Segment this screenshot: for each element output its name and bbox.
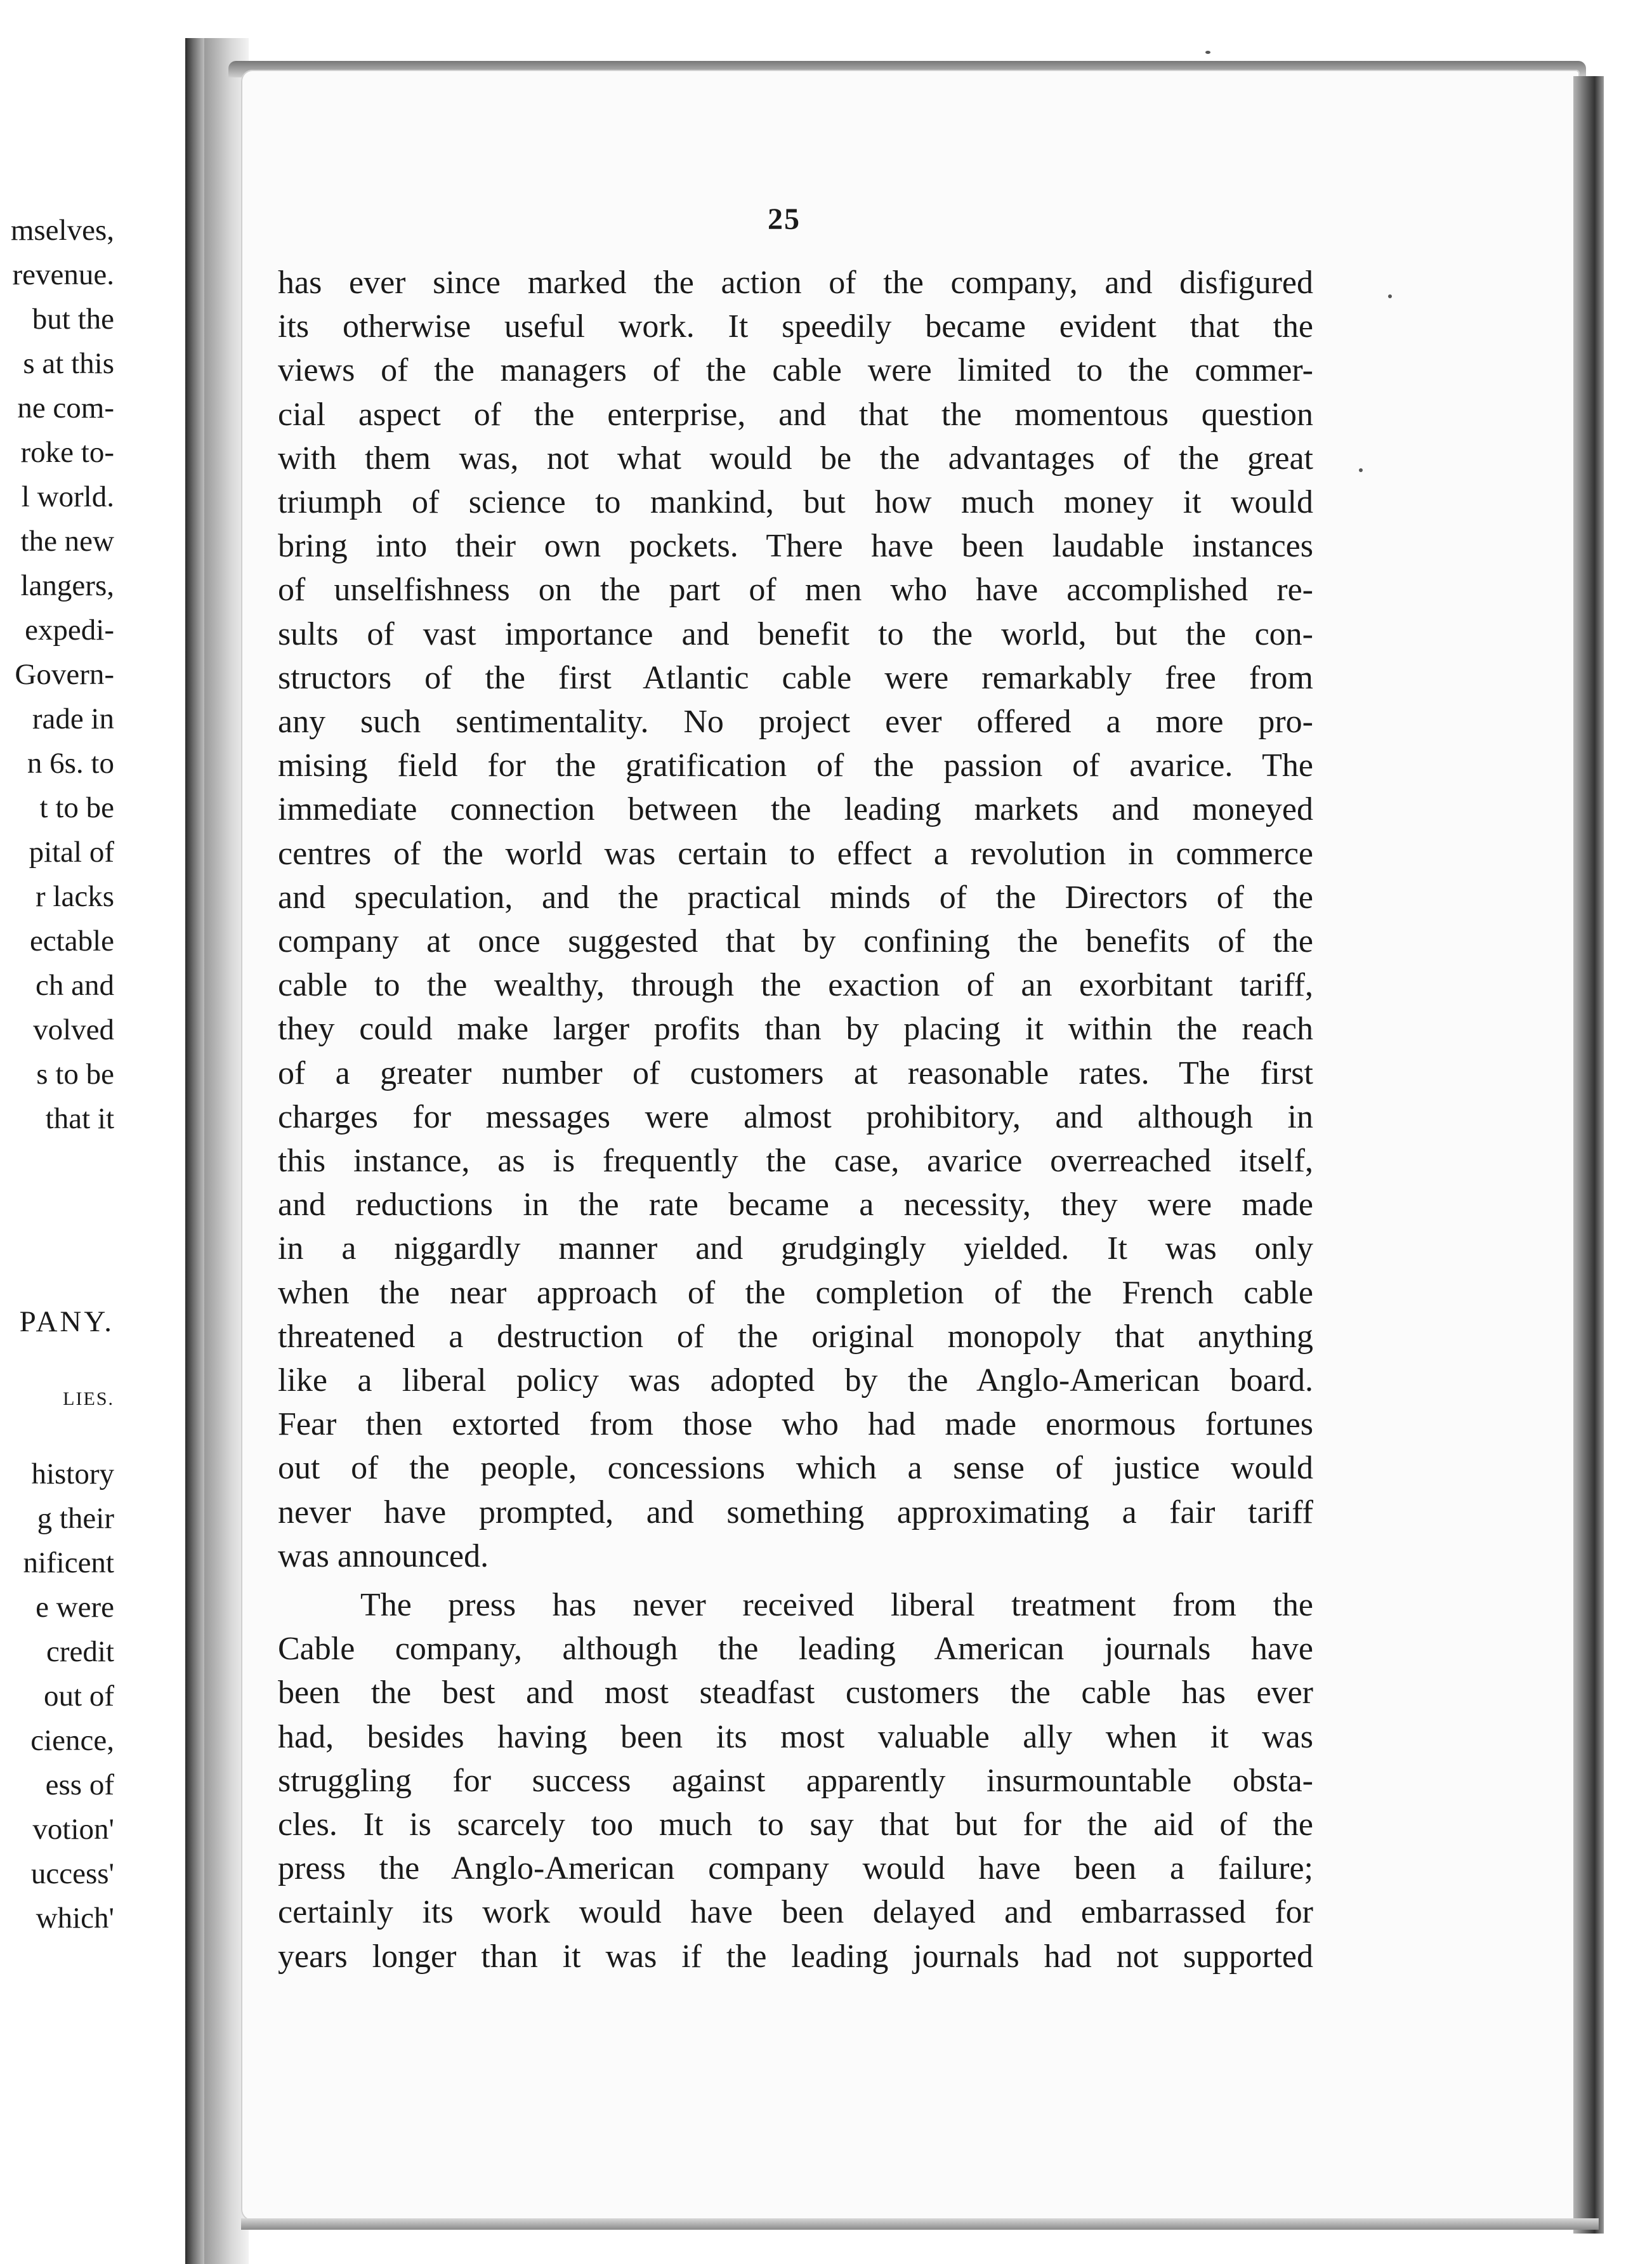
left-page-fragment: expedi- — [25, 614, 114, 647]
left-page-fragment: e were — [36, 1591, 114, 1624]
text-line: certainly its work would have been delayed and embarrassed for — [278, 1894, 1313, 1930]
text-line: The press has never received liberal treatment from the — [360, 1587, 1313, 1623]
left-page-fragment: s at this — [23, 347, 114, 380]
text-line: triumph of science to mankind, but how much money it would — [278, 484, 1313, 520]
left-page-fragment: credit — [46, 1635, 114, 1668]
left-page-fragment: ch and — [36, 969, 114, 1002]
text-line: of a greater number of customers at reasonable rates. The first — [278, 1055, 1313, 1091]
left-page-fragment: l world. — [21, 480, 114, 513]
left-page-fragment: mselves, — [10, 214, 114, 247]
left-page-fragment: pital of — [29, 836, 114, 869]
text-line: threatened a destruction of the original monopoly that anything — [278, 1319, 1313, 1355]
left-page-fragment: ess of — [45, 1768, 114, 1801]
text-line: they could make larger profits than by placing it within the reach — [278, 1011, 1313, 1047]
text-line: and speculation, and the practical minds of the Directors of the — [278, 879, 1313, 916]
left-page-fragment: g their — [37, 1502, 114, 1535]
left-facing-page — [0, 56, 190, 2264]
left-page-fragment: revenue. — [12, 258, 114, 291]
text-line: views of the managers of the cable were limited to the commer- — [278, 352, 1313, 388]
text-line: cial aspect of the enterprise, and that the momentous question — [278, 397, 1313, 433]
text-line: and reductions in the rate became a necessity, they were made — [278, 1187, 1313, 1223]
text-line: centres of the world was certain to effect a revolution in commerce — [278, 836, 1313, 872]
left-page-fragment: out of — [44, 1680, 114, 1713]
left-page-fragment: langers, — [20, 569, 114, 602]
text-line: sults of vast importance and benefit to the world, but the con- — [278, 616, 1313, 652]
text-line: of unselfishness on the part of men who have accomplished re- — [278, 572, 1313, 608]
text-line: in a niggardly manner and grudgingly yielded. It was only — [278, 1230, 1313, 1267]
text-line: with them was, not what would be the advantages of the great — [278, 440, 1313, 477]
text-line: was announced. — [278, 1538, 489, 1574]
left-page-fragment: s to be — [36, 1058, 114, 1091]
left-page-fragment: ne com- — [17, 392, 114, 425]
left-page-fragment: which' — [36, 1902, 114, 1935]
text-line: years longer than it was if the leading journals had not supported — [278, 1938, 1313, 1975]
left-page-fragment: roke to- — [20, 436, 114, 469]
text-line: been the best and most steadfast customers the cable has ever — [278, 1675, 1313, 1711]
text-line: structors of the first Atlantic cable were remarkably free from — [278, 660, 1313, 696]
left-page-fragment: t to be — [39, 791, 114, 824]
text-line: charges for messages were almost prohibitory, and although in — [278, 1099, 1313, 1135]
text-line: has ever since marked the action of the company, and disfigured — [278, 265, 1313, 301]
left-page-fragment: LIES. — [63, 1388, 114, 1409]
text-line: company at once suggested that by confining the benefits of the — [278, 923, 1313, 959]
text-line: when the near approach of the completion of the French cable — [278, 1275, 1313, 1311]
left-page-fragment: that it — [45, 1102, 114, 1135]
left-page-fragment: volved — [33, 1013, 114, 1046]
text-line: any such sentimentality. No project ever offered a more pro- — [278, 704, 1313, 740]
text-line: cable to the wealthy, through the exaction of an exorbitant tariff, — [278, 967, 1313, 1003]
text-line: like a liberal policy was adopted by the Anglo-American board. — [278, 1362, 1313, 1399]
left-page-fragment: votion' — [32, 1813, 114, 1846]
text-line: Cable company, although the leading American journals have — [278, 1631, 1313, 1667]
left-page-fragment: PANY. — [19, 1305, 114, 1338]
left-page-fragment: r lacks — [36, 880, 114, 913]
left-page-fragment: Govern- — [15, 658, 114, 691]
text-line: struggling for success against apparently insurmountable obsta- — [278, 1763, 1313, 1799]
left-page-fragment: the new — [20, 525, 114, 558]
left-page-fragment: cience, — [30, 1724, 114, 1757]
page-bottom-edge — [241, 2218, 1599, 2230]
text-line: never have prompted, and something approximating a fair tariff — [278, 1494, 1313, 1530]
text-line: its otherwise useful work. It speedily became evident that the — [278, 308, 1313, 345]
left-page-fragment: history — [31, 1458, 114, 1491]
page-number: 25 — [768, 202, 801, 236]
page-right-edge — [1573, 76, 1604, 2234]
left-page-fragment: ectable — [29, 925, 114, 958]
text-line: bring into their own pockets. There have been laudable instances — [278, 528, 1313, 564]
text-line: press the Anglo-American company would have been a failure; — [278, 1850, 1313, 1886]
text-line: immediate connection between the leading markets and moneyed — [278, 791, 1313, 827]
text-line: mising field for the gratification of the passion of avarice. The — [278, 747, 1313, 784]
left-page-fragment: uccess' — [30, 1857, 114, 1890]
left-page-fragment: nificent — [23, 1546, 114, 1579]
text-line: had, besides having been its most valuable ally when it was — [278, 1719, 1313, 1755]
text-line: out of the people, concessions which a sense of justice would — [278, 1450, 1313, 1486]
left-page-fragment: rade in — [32, 702, 114, 735]
left-page-fragment: but the — [32, 303, 114, 336]
text-line: this instance, as is frequently the case, avarice overreached itself, — [278, 1143, 1313, 1179]
text-line: cles. It is scarcely too much to say that but for the aid of the — [278, 1807, 1313, 1843]
left-page-fragment: n 6s. to — [27, 747, 114, 780]
binding-gutter-shadow — [185, 38, 204, 2264]
dust-speck — [1359, 468, 1363, 472]
dust-speck — [1205, 51, 1210, 54]
text-line: Fear then extorted from those who had made enormous fortunes — [278, 1406, 1313, 1442]
dust-speck — [1388, 294, 1392, 298]
